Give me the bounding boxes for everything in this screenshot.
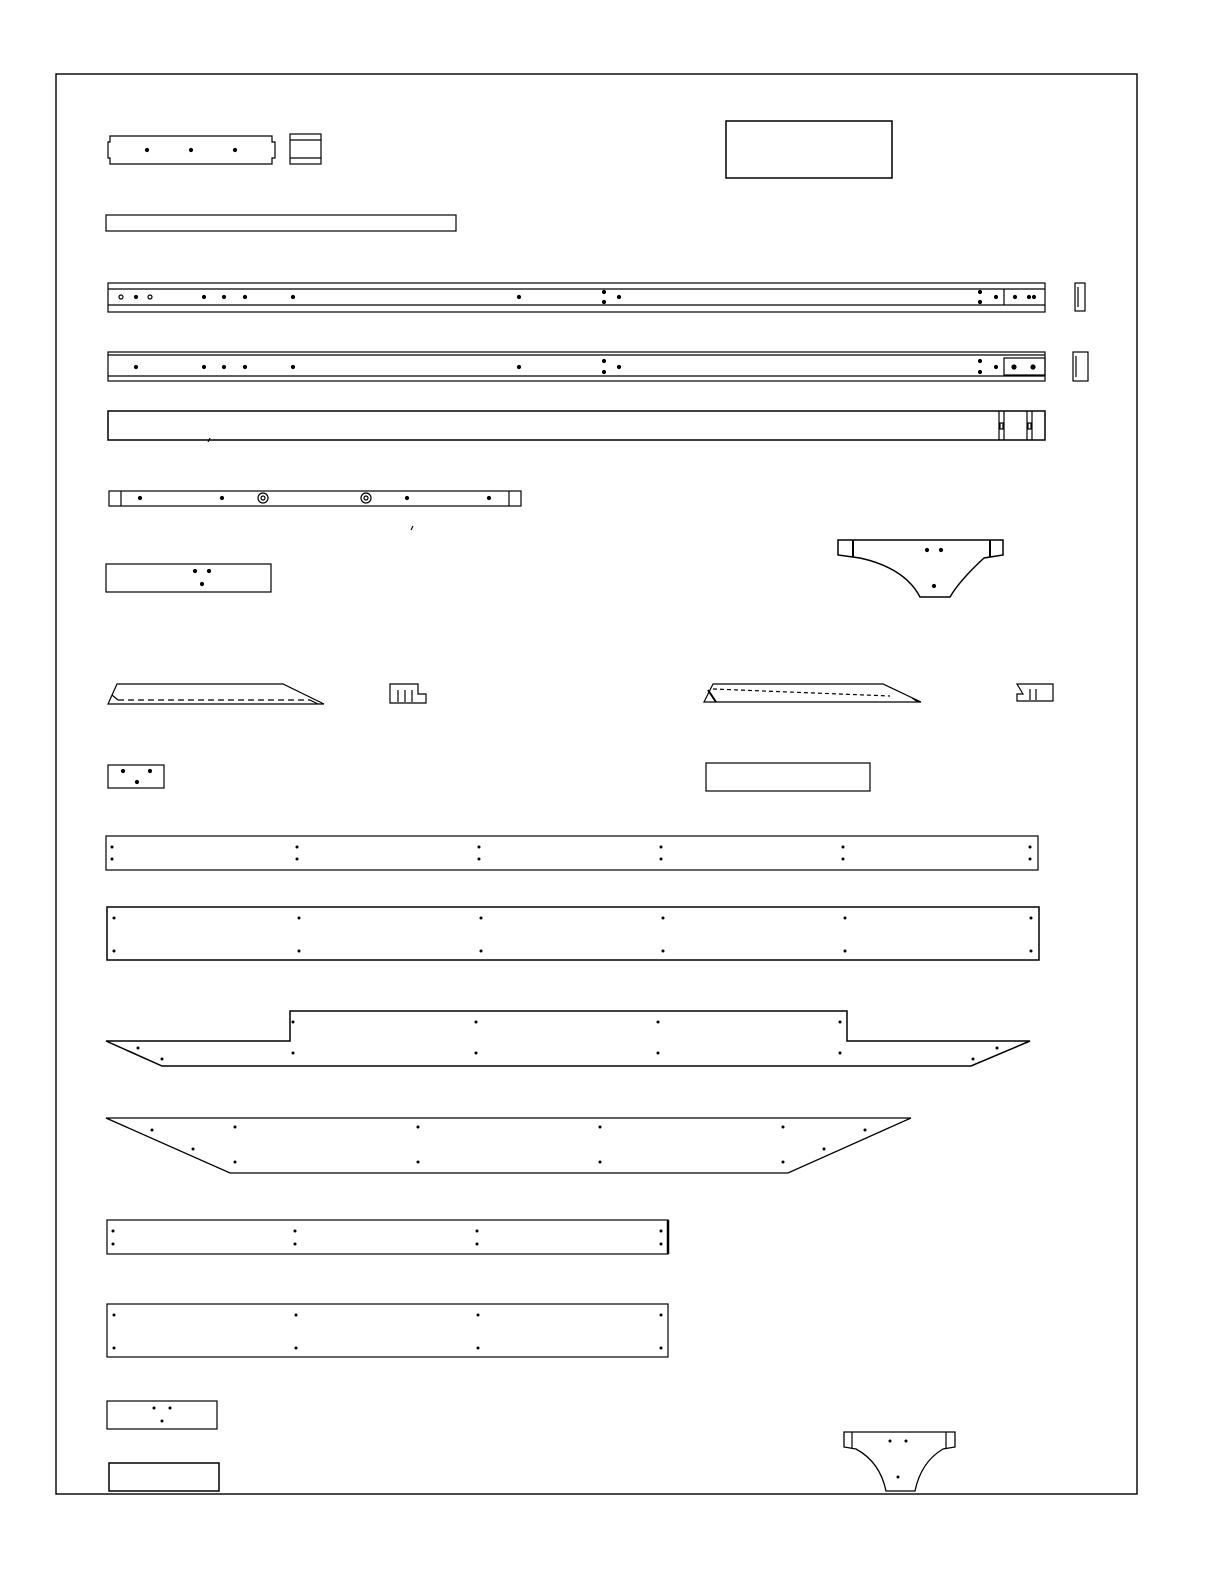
sheet-border [56, 74, 1137, 1494]
rail-2-end-view [1073, 352, 1088, 381]
long-wide-plank [107, 907, 1039, 960]
beveled-strip-right [704, 684, 921, 702]
plain-small-panel [706, 763, 870, 791]
rail-1-end-view [1075, 283, 1085, 311]
small-three-hole-block [108, 765, 164, 788]
long-rail-2 [108, 352, 1045, 381]
trapezoid-plank [106, 1118, 911, 1173]
small-drilled-block [106, 564, 271, 592]
short-drilled-board [108, 136, 275, 164]
long-plain-rail [108, 411, 1045, 442]
small-spacer-block [290, 134, 321, 164]
bracket-right [1017, 684, 1053, 701]
long-plank-edge-holes [106, 836, 1038, 870]
plain-panel-top-right [726, 121, 892, 178]
medium-wide-plank [107, 1304, 668, 1357]
large-curved-bracket [838, 540, 1003, 597]
tiny-drilled-block [107, 1401, 217, 1429]
bracket-left [390, 684, 426, 703]
dowel-bar [109, 491, 521, 530]
long-rail-1 [108, 283, 1045, 312]
long-thin-strip [106, 215, 456, 231]
small-curved-bracket [844, 1432, 955, 1491]
tiny-plain-block [109, 1463, 219, 1491]
stepped-plank [106, 1011, 1030, 1066]
beveled-strip-left [108, 684, 324, 704]
medium-plank-edge-holes [107, 1220, 668, 1254]
